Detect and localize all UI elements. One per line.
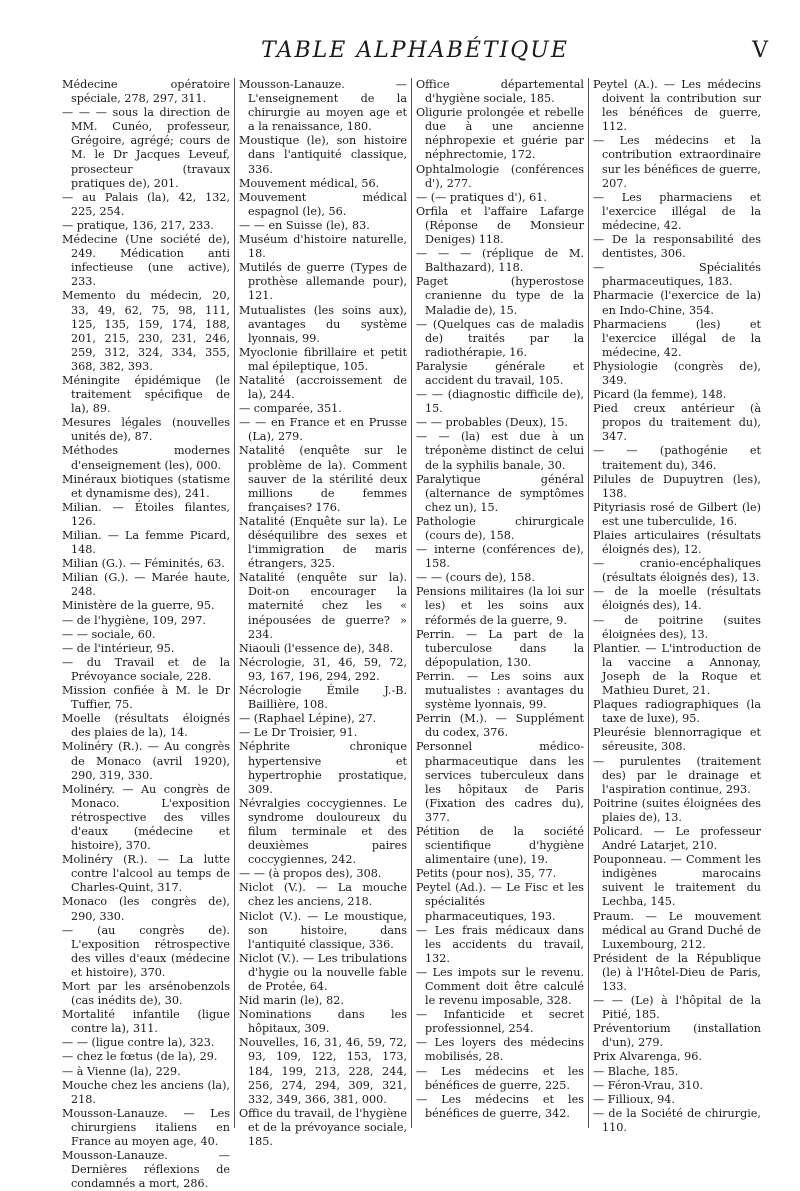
index-entry: Président de la République (le) à l'Hôtel-Dieu de Paris, 133. (593, 951, 761, 993)
index-entry: — (— pratiques d'), 61. (416, 190, 547, 204)
page-title: TABLE ALPHABÉTIQUE (261, 38, 569, 63)
index-entry: — — — sous la direction de MM. Cunéo, professeur, Grégoire, agrégé; cours de M. le Dr Jacques Leveuf, prosecteur (travaux pratiques de), 201. (62, 106, 230, 190)
index-entry: — Les médecins et les bénéfices de guerre, 342. (416, 1092, 584, 1120)
index-entry: Pied creux antérieur (à propos du traitement du), 347. (593, 402, 761, 444)
index-entry: — Les pharmaciens et l'exercice illégal de la médecine, 42. (593, 190, 761, 232)
index-entry: Médecine opératoire spéciale, 278, 297, 311. (62, 78, 230, 106)
index-columns (62, 78, 782, 1191)
index-entry: Nid marin (le), 82. (239, 994, 344, 1008)
index-entry: Natalité (enquête sur le problème de la). Comment sauver de la stérilité deux millions de femmes françaises? 176. (239, 444, 407, 514)
index-entry: — — en Suisse (le), 83. (239, 218, 370, 232)
index-entry: Natalité (Enquête sur la). Le déséquilibre des sexes et l'immigration de maris étrangers, 325. (239, 514, 407, 571)
index-entry: Niclot (V.). — La mouche chez les anciens, 218. (239, 881, 407, 909)
index-entry: Molinéry. — Au congrès de Monaco. L'exposition rétrospective des villes d'eaux (médecine et histoire), 370. (62, 782, 230, 853)
index-entry: Paget (hyperostose cranienne du type de la Maladie de), 15. (416, 275, 584, 317)
index-entry: Petits (pour nos), 35, 77. (416, 867, 557, 881)
index-entry: Préventorium (installation d'un), 279. (593, 1022, 761, 1050)
index-entry: Memento du médecin, 20, 33, 49, 62, 75, 98, 111, 125, 135, 159, 174, 188, 201, 215, 230, 231, 246, 259, 312, 324, 334, 355, 368, 382, 393. (62, 289, 230, 373)
index-entry: Mutilés de guerre (Types de prothèse allemande pour), 121. (239, 261, 407, 303)
index-entry: Nécrologie, 31, 46, 59, 72, 93, 167, 196, 294, 292. (239, 655, 407, 683)
index-entry: Plaies articulaires (résultats éloignés des), 12. (593, 529, 761, 557)
index-entry: — interne (conférences de), 158. (416, 543, 584, 571)
index-entry: Nominations dans les hôpitaux, 309. (239, 1008, 407, 1036)
index-entry: Milian. — Étoiles filantes, 126. (62, 500, 230, 528)
index-entry: Néphrite chronique hypertensive et hypertrophie prostatique, 309. (239, 740, 407, 796)
index-column-2 (234, 78, 407, 1149)
index-entry: — Les médecins et la contribution extraordinaire sur les bénéfices de guerre, 207. (593, 134, 761, 190)
index-entry: Mouvement médical espagnol (le), 56. (239, 190, 407, 218)
index-entry: Nécrologie Émile J.-B. Baillière, 108. (239, 684, 407, 712)
index-entry: Niclot (V.). — Le moustique, son histoire, dans l'antiquité classique, 336. (239, 909, 407, 951)
index-entry: Pouponneau. — Comment les indigènes marocains suivent le traitement du Lechba, 145. (593, 853, 761, 909)
index-entry: Praum. — Le mouvement médical au Grand Duché de Luxembourg, 212. (593, 909, 761, 951)
index-entry: Perrin (M.). — Supplément du codex, 376. (416, 712, 584, 740)
index-entry: — Blache, 185. (593, 1064, 679, 1078)
index-entry: Mousson-Lanauze. — Dernières réflexions de condamnés a mort, 286. (62, 1149, 230, 1191)
index-entry: Moelle (résultats éloignés des plaies de la), 14. (62, 712, 230, 740)
index-entry: Plaques radiographiques (la taxe de luxe), 95. (593, 698, 761, 726)
index-entry: Pleurésie blennorragique et séreusite, 308. (593, 726, 761, 754)
index-entry: — Infanticide et secret professionnel, 254. (416, 1008, 584, 1036)
index-entry: Paralysie générale et accident du travail, 105. (416, 359, 584, 387)
index-entry: — de l'intérieur, 95. (62, 641, 175, 655)
index-entry: Molinéry (R.). — La lutte contre l'alcool au temps de Charles-Quint, 317. (62, 853, 230, 895)
index-entry: Office départemental d'hygiène sociale, 185. (416, 78, 584, 106)
index-entry: Mission confiée à M. le Dr Tuffier, 75. (62, 684, 230, 712)
index-entry: Mesures légales (nouvelles unités de), 87. (62, 416, 230, 444)
index-entry: Nouvelles, 16, 31, 46, 59, 72, 93, 109, 122, 153, 173, 184, 199, 213, 228, 244, 256, 274, 294, 309, 321, 332, 349, 366, 381, 000. (239, 1036, 407, 1106)
index-entry: — Les médecins et les bénéfices de guerre, 225. (416, 1064, 584, 1092)
index-entry: — (au congrès de). L'exposition rétrospective des villes d'eaux (médecine et histoire), 370. (62, 923, 230, 979)
index-column-1 (62, 78, 230, 1191)
index-entry: — de poitrine (suites éloignées des), 13. (593, 613, 761, 641)
page-header (62, 38, 768, 68)
index-entry: Pityriasis rosé de Gilbert (le) est une tuberculide, 16. (593, 500, 761, 528)
index-entry: Policard. — Le professeur André Latarjet, 210. (593, 824, 761, 853)
index-entry: Méthodes modernes d'enseignement (les), 000. (62, 444, 230, 472)
index-entry: — Féron-Vrau, 310. (593, 1078, 704, 1092)
index-entry: Ministère de la guerre, 95. (62, 599, 215, 613)
index-entry: — purulentes (traitement des) par le drainage et l'aspiration continue, 293. (593, 754, 761, 796)
index-entry: — — (ligue contre la), 323. (62, 1036, 215, 1050)
index-entry: Milian. — La femme Picard, 148. (62, 529, 230, 557)
index-entry: — cranio-encéphaliques (résultats éloignés des), 13. (593, 557, 761, 585)
index-entry: Pharmaciens (les) et l'exercice illégal de la médecine, 42. (593, 317, 761, 359)
index-entry: Mousson-Lanauze. — Les chirurgiens italiens en France au moyen age, 40. (62, 1106, 230, 1149)
index-entry: Office du travail, de l'hygiène et de la prévoyance sociale, 185. (239, 1106, 407, 1149)
index-entry: — — en France et en Prusse (La), 279. (239, 416, 407, 444)
index-entry: Moustique (le), son histoire dans l'antiquité classique, 336. (239, 134, 407, 176)
index-entry: Ophtalmologie (conférences d'), 277. (416, 162, 584, 190)
index-entry: Mortalité infantile (ligue contre la), 311. (62, 1008, 230, 1036)
index-entry: Médecine (Une société de), 249. Médication anti infectieuse (une active), 233. (62, 233, 230, 289)
index-entry: — — (diagnostic difficile de), 15. (416, 388, 584, 416)
index-entry: — Les loyers des médecins mobilisés, 28. (416, 1036, 584, 1064)
index-entry: — (Raphael Lépine), 27. (239, 712, 377, 726)
index-entry: — — (Le) à l'hôpital de la Pitié, 185. (593, 994, 761, 1022)
index-entry: — (Quelques cas de maladis de) traités par la radiothérapie, 16. (416, 317, 584, 359)
index-entry: Méningite épidémique (le traitement spécifique de la), 89. (62, 373, 230, 416)
index-entry: Oligurie prolongée et rebelle due à une ancienne néphropexie et guérie par néphrectomie, 172. (416, 106, 584, 162)
index-entry: — — (la) est due à un tréponème distinct de celui de la syphilis banale, 30. (416, 430, 584, 472)
index-entry: Perrin. — Les soins aux mutualistes : avantages du système lyonnais, 99. (416, 669, 584, 712)
index-entry: Paralytique général (alternance de symptômes chez un), 15. (416, 472, 584, 514)
index-entry: — Spécialités pharmaceutiques, 183. (593, 261, 761, 289)
index-entry: Myoclonie fibrillaire et petit mal épileptique, 105. (239, 345, 407, 373)
index-entry: Picard (la femme), 148. (593, 388, 727, 402)
index-entry: Mutualistes (les soins aux), avantages du système lyonnais, 99. (239, 303, 407, 345)
index-entry: Physiologie (congrès de), 349. (593, 359, 761, 387)
index-entry: Pathologie chirurgicale (cours de), 158. (416, 514, 584, 542)
index-entry: — — — (réplique de M. Balthazard), 118. (416, 247, 584, 275)
index-entry: Niaouli (l'essence de), 348. (239, 641, 394, 655)
index-entry: — au Palais (la), 42, 132, 225, 254. (62, 190, 230, 218)
index-entry: Natalité (enquête sur la). Doit-on encourager la maternité chez les « inépousées de guerre? » 234. (239, 571, 407, 641)
index-entry: Mouche chez les anciens (la), 218. (62, 1078, 230, 1106)
index-entry: — à Vienne (la), 229. (62, 1064, 181, 1078)
index-entry: Plantier. — L'introduction de la vaccine a Annonay, Joseph de la Roque et Mathieu Duret, 21. (593, 641, 761, 698)
index-entry: Pharmacie (l'exercice de la) en Indo-Chine, 354. (593, 289, 761, 317)
index-entry: — Fillioux, 94. (593, 1092, 675, 1106)
index-entry: Prix Alvarenga, 96. (593, 1050, 702, 1064)
index-entry: — comparée, 351. (239, 402, 342, 416)
index-entry: — de la moelle (résultats éloignés des), 14. (593, 585, 761, 613)
index-entry: Pilules de Dupuytren (les), 138. (593, 472, 761, 500)
index-entry: Molinéry (R.). — Au congrès de Monaco (avril 1920), 290, 319, 330. (62, 740, 230, 782)
index-entry: Perrin. — La part de la tuberculose dans la dépopulation, 130. (416, 627, 584, 669)
index-entry: — — (à propos des), 308. (239, 867, 382, 881)
index-entry: Névralgies coccygiennes. Le syndrome douloureux du filum terminale et des deuxièmes paires coccygiennes, 242. (239, 796, 407, 867)
index-entry: — pratique, 136, 217, 233. (62, 218, 214, 232)
index-entry: Poitrine (suites éloignées des plaies de), 13. (593, 796, 761, 824)
index-entry: Orfila et l'affaire Lafarge (Réponse de Monsieur Deniges) 118. (416, 204, 584, 247)
index-entry: — du Travail et de la Prévoyance sociale, 228. (62, 655, 230, 683)
index-entry: Muséum d'histoire naturelle, 18. (239, 233, 407, 261)
index-entry: Milian (G.). — Féminités, 63. (62, 557, 225, 571)
index-entry: Mousson-Lanauze. — L'enseignement de la chirurgie au moyen age et a la renaissance, 180. (239, 78, 407, 134)
index-column-3 (411, 78, 584, 1128)
index-entry: Milian (G.). — Marée haute, 248. (62, 571, 230, 599)
index-entry: Peytel (Ad.). — Le Fisc et les spécialités pharmaceutiques, 193. (416, 881, 584, 923)
index-entry: — Le Dr Troisier, 91. (239, 726, 358, 740)
index-column-4 (588, 78, 761, 1134)
index-entry: Mouvement médical, 56. (239, 176, 380, 190)
index-entry: — — sociale, 60. (62, 627, 156, 641)
index-entry: — Les frais médicaux dans les accidents du travail, 132. (416, 923, 584, 965)
index-entry: Peytel (A.). — Les médecins doivent la contribution sur les bénéfices de guerre, 112. (593, 78, 761, 134)
index-entry: — de la Société de chirurgie, 110. (593, 1106, 761, 1134)
page-number: V (752, 38, 768, 63)
index-entry: — chez le fœtus (de la), 29. (62, 1050, 218, 1064)
index-entry: — De la responsabilité des dentistes, 306. (593, 233, 761, 261)
index-entry: Natalité (accroissement de la), 244. (239, 373, 407, 402)
index-entry: Pensions militaires (la loi sur les) et les soins aux réformés de la guerre, 9. (416, 585, 584, 627)
index-entry: — — probables (Deux), 15. (416, 416, 568, 430)
index-entry: Personnel médico-pharmaceutique dans les services tuberculeux dans les hôpitaux de Paris (Fixation des cadres du), 377. (416, 740, 584, 824)
index-entry: — de l'hygiène, 109, 297. (62, 613, 206, 627)
index-entry: — — (pathogénie et traitement du), 346. (593, 444, 761, 472)
index-entry: Minéraux biotiques (statisme et dynamisme des), 241. (62, 472, 230, 500)
index-entry: — Les impots sur le revenu. Comment doit être calculé le revenu imposable, 328. (416, 965, 584, 1008)
index-entry: — — (cours de), 158. (416, 571, 535, 585)
index-entry: Mort par les arsénobenzols (cas inédits de), 30. (62, 980, 230, 1008)
index-entry: Pétition de la société scientifique d'hygiène alimentaire (une), 19. (416, 824, 584, 867)
index-entry: Monaco (les congrès de), 290, 330. (62, 895, 230, 923)
index-entry: Niclot (V.). — Les tribulations d'hygie ou la nouvelle fable de Protée, 64. (239, 951, 407, 993)
